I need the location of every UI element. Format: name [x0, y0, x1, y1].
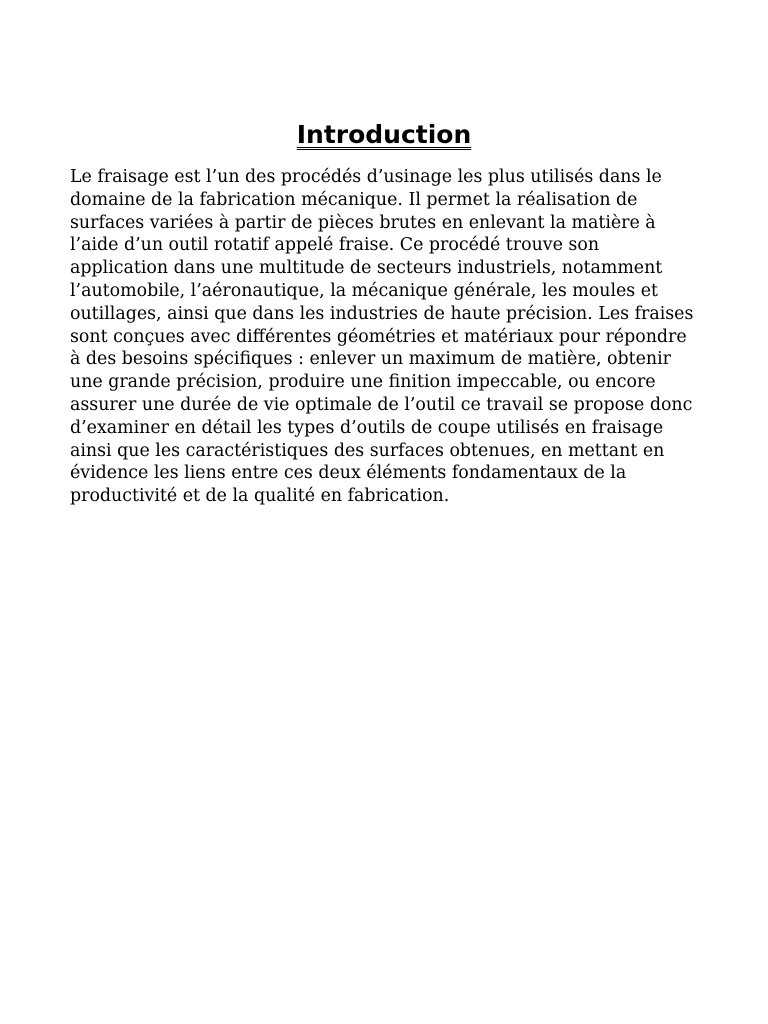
page-title: Introduction [296, 120, 472, 149]
intro-paragraph: Le fraisage est l’un des procédés d’usinage les plus utilisés dans le domaine de la fabrication mécanique. Il permet la réalisation de surfaces variées à partir de pièces brutes en enlevant la matière à l’aide d’un outil rotatif appelé fraise. Ce procédé trouve son application dans une multitude de secteurs industriels, notamment l’automobile, l’aéronautique, la mécanique générale, les moules et outillages, ainsi que dans les industries de haute précision. Les fraises sont conçues avec différentes géométries et matériaux pour répondre à des besoins spécifiques : enlever un maximum de matière, obtenir une grande précision, produire une finition impeccable, ou encore assurer une durée de vie optimale de l’outil ce travail se propose donc d’examiner en détail les types d’outils de coupe utilisés en fraisage ainsi que les caractéristiques des surfaces obtenues, en mettant en évidence les liens entre ces deux éléments fondamentaux de la productivité et de la qualité en fabrication. [70, 167, 694, 507]
